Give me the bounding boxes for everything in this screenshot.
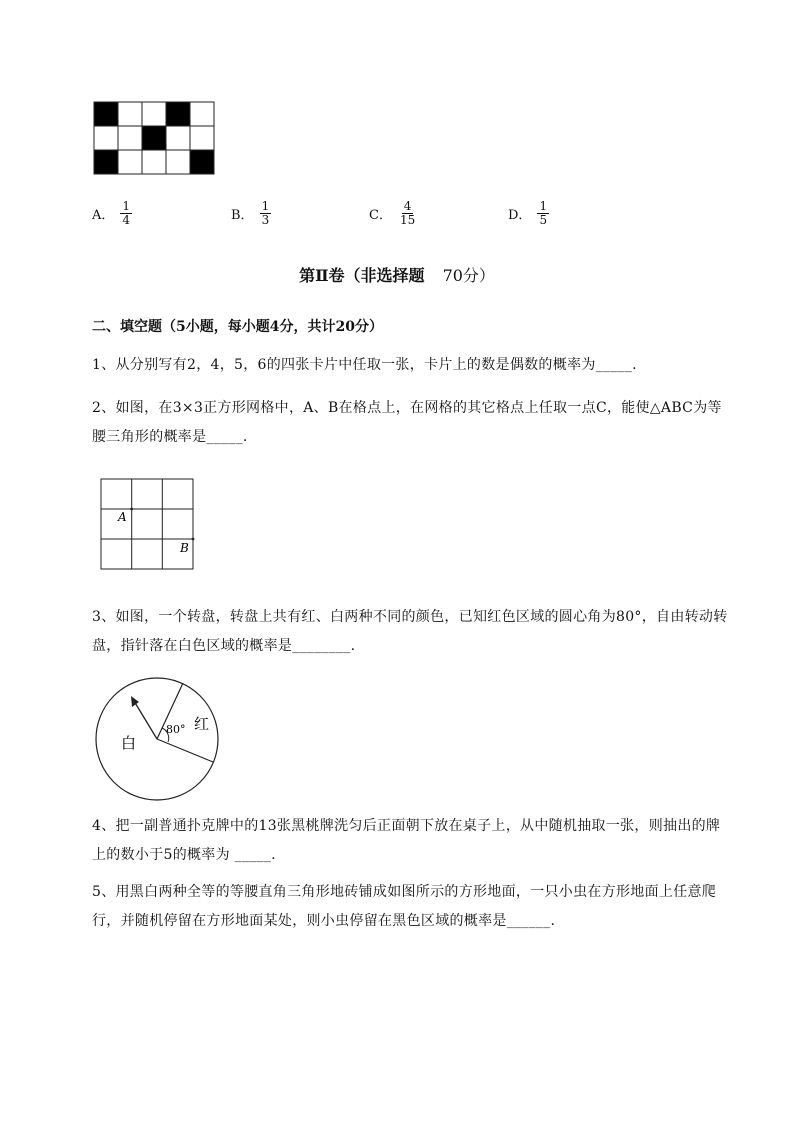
option-letter: B． [231, 208, 254, 223]
option-fraction [398, 200, 417, 227]
part-title-text: 第Ⅱ卷（非选择题 [299, 266, 425, 285]
fraction-numerator: 1 [122, 199, 131, 213]
question-2 [92, 394, 752, 452]
pointer-arrow [134, 701, 157, 739]
fraction-numerator: 1 [261, 199, 270, 213]
question-2-line-2: 腰三角形的概率是_____. [92, 429, 248, 445]
question-3-line-1: 3、如图，一个转盘，转盘上共有红、白两种不同的颜色，已知红色区域的圆心角为80°，自由转动转 [92, 609, 728, 625]
white-cell [166, 150, 190, 174]
white-cell [118, 150, 142, 174]
white-cell [190, 126, 214, 150]
option-letter: D． [508, 208, 532, 223]
option-fraction [120, 200, 132, 227]
option-b[interactable] [231, 200, 271, 227]
white-region-label: 白 [121, 734, 137, 752]
fraction-numerator: 4 [403, 199, 412, 213]
grid-3x3-diagram [98, 476, 198, 572]
question-5-line-1: 5、用黑白两种全等的等腰直角三角形地砖铺成如图所示的方形地面，一只小虫在方形地面上任意爬 [92, 884, 717, 900]
spinner-diagram [94, 676, 224, 806]
fraction-denominator: 4 [122, 213, 131, 227]
fraction-denominator: 5 [539, 213, 548, 227]
question-4-line-2: 上的数小于5的概率为 _____. [92, 847, 276, 863]
black-white-grid [93, 101, 215, 175]
white-cell [94, 126, 118, 150]
question-1: 1、从分别写有2，4，5，6的四张卡片中任取一张，卡片上的数是偶数的概率为_____. [92, 357, 637, 373]
white-cell [142, 150, 166, 174]
white-cell [118, 102, 142, 126]
point-b [192, 538, 195, 541]
white-cell [118, 126, 142, 150]
question-5-line-2: 行，并随机停留在方形地面某处，则小虫停留在黑色区域的概率是______. [92, 913, 556, 929]
black-cell [166, 102, 190, 126]
fraction-numerator: 1 [539, 199, 548, 213]
black-cell [190, 150, 214, 174]
sector-boundary-2 [157, 739, 213, 762]
red-region-label: 红 [194, 715, 210, 733]
black-cell [94, 102, 118, 126]
pointer-arrowhead [131, 696, 139, 707]
question-3-line-2: 盘，指针落在白色区域的概率是________. [92, 638, 356, 654]
option-fraction [260, 200, 272, 227]
part-title [0, 263, 794, 286]
question-2-line-1: 2、如图，在3×3正方形网格中，A、B在格点上，在网格的其它格点上任取一点C，能使△ABC为等 [92, 400, 722, 416]
fraction-denominator: 15 [399, 213, 416, 227]
option-d[interactable] [508, 200, 549, 227]
black-cell [94, 150, 118, 174]
white-cell [142, 102, 166, 126]
question-5 [92, 878, 752, 936]
question-4 [92, 812, 752, 870]
option-letter: A． [92, 208, 115, 223]
option-a[interactable] [92, 200, 132, 227]
label-a: A [118, 510, 127, 524]
option-fraction [537, 200, 549, 227]
white-cell [190, 102, 214, 126]
question-3 [92, 603, 752, 661]
option-letter: C． [369, 208, 392, 223]
section-heading: 二、填空题（5小题，每小题4分，共计20分） [92, 319, 383, 335]
question-4-line-1: 4、把一副普通扑克牌中的13张黑桃牌洗匀后正面朝下放在桌子上，从中随机抽取一张，则抽出的牌 [92, 818, 721, 834]
option-c[interactable] [369, 200, 417, 227]
black-cell [142, 126, 166, 150]
label-b: B [180, 541, 189, 555]
point-a [130, 508, 133, 511]
part-title-points: 70分） [442, 266, 495, 285]
fraction-denominator: 3 [261, 213, 270, 227]
white-cell [166, 126, 190, 150]
angle-label: 80° [166, 723, 186, 736]
